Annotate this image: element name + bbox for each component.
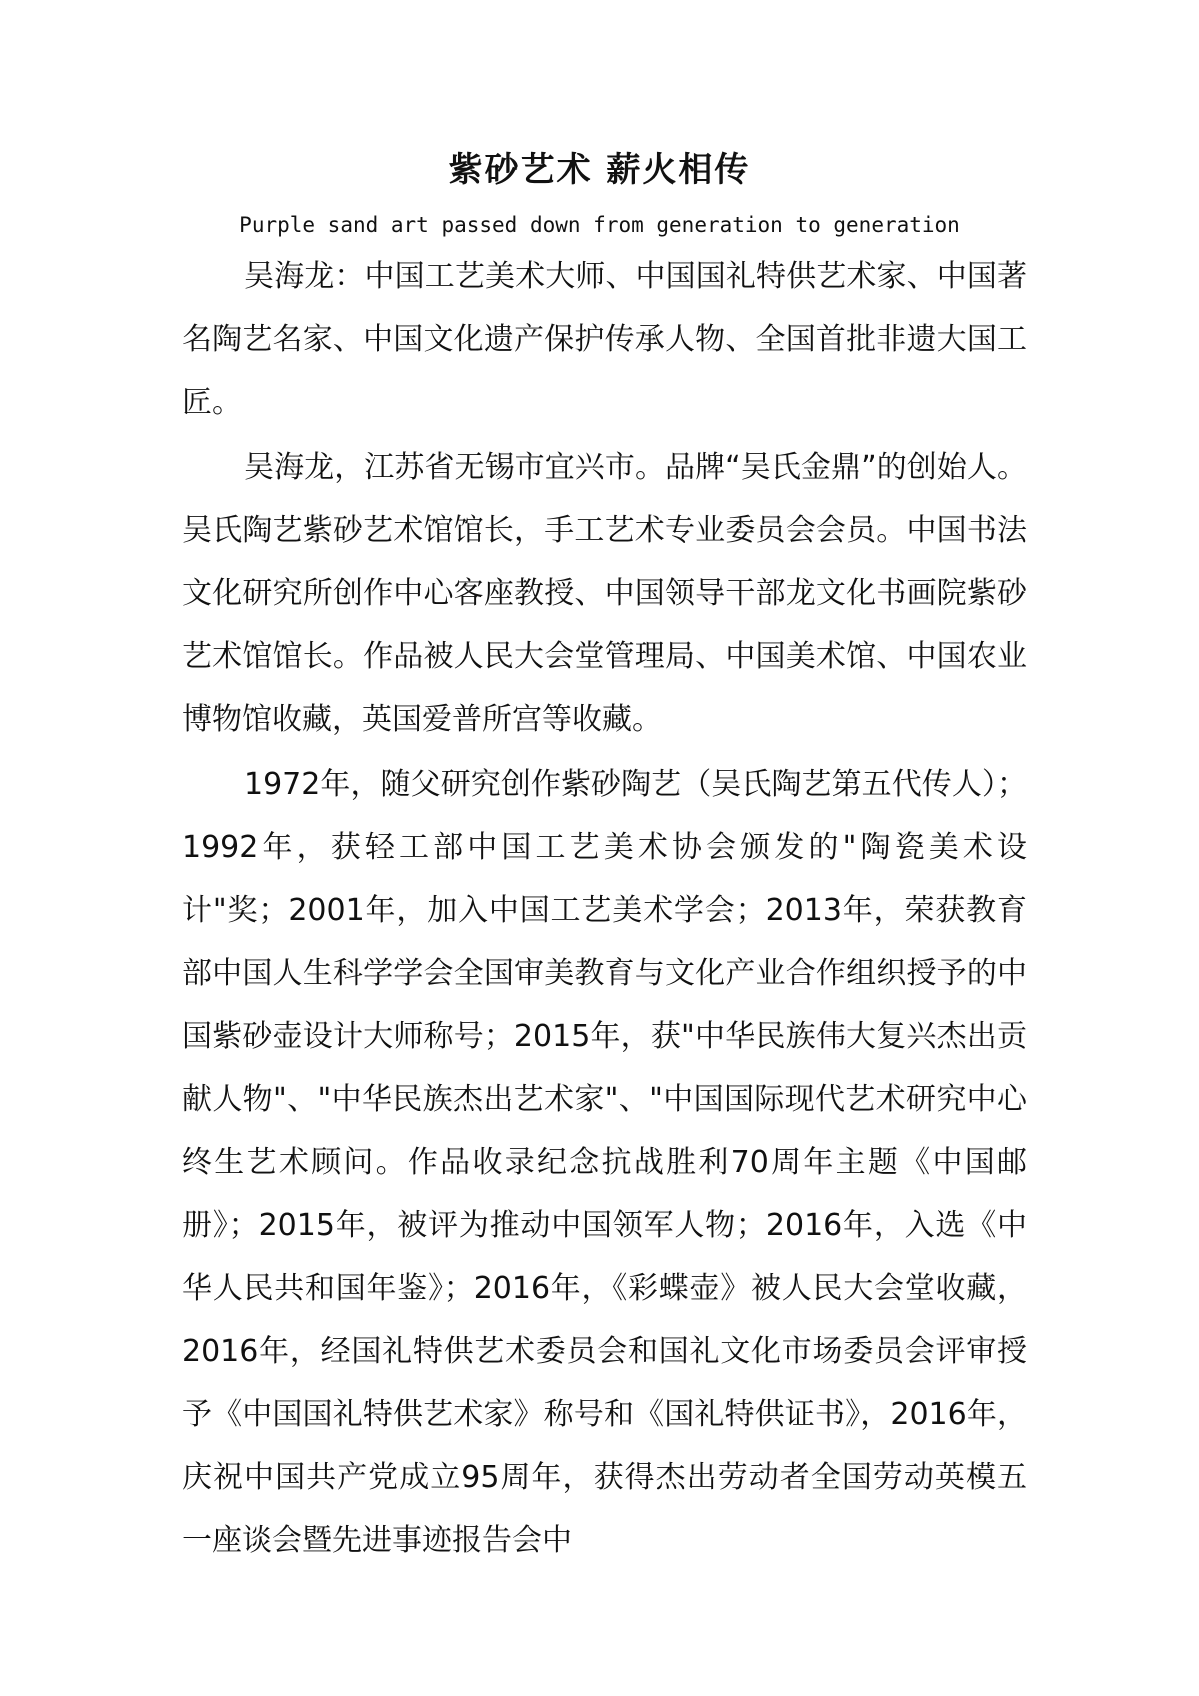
paragraph-intro: 吴海龙：中国工艺美术大师、中国国礼特供艺术家、中国著名陶艺名家、中国文化遗产保护传承人物、全国首批非遗大国工匠。 <box>182 259 1027 420</box>
page-title: 紫砂艺术 薪火相传 <box>448 150 751 190</box>
page-subtitle: Purple sand art passed down from generation to generation <box>239 213 960 237</box>
paragraph-biography: 吴海龙，江苏省无锡市宜兴市。品牌“吴氏金鼎”的创始人。吴氏陶艺紫砂艺术馆馆长，手工艺术专业委员会会员。中国书法文化研究所创作中心客座教授、中国领导干部龙文化书画院紫砂艺术馆馆长。作品被人民大会堂管理局、中国美术馆、中国农业博物馆收藏，英国爱普所宫等收藏。 <box>182 450 1027 737</box>
document-body <box>182 245 1027 1572</box>
paragraph-timeline: 1972年，随父研究创作紫砂陶艺（吴氏陶艺第五代传人）；1992年，获轻工部中国工艺美术协会颁发的"陶瓷美术设计"奖；2001年，加入中国工艺美术学会；2013年，荣获教育部中国人生科学学会全国审美教育与文化产业合作组织授予的中国紫砂壶设计大师称号；2015年，获"中华民族伟大复兴杰出贡献人物"、"中华民族杰出艺术家"、"中国国际现代艺术研究中心终生艺术顾问。作品收录纪念抗战胜利70周年主题《中国邮册》；2015年，被评为推动中国领军人物；2016年，入选《中华人民共和国年鉴》；2016年，《彩蝶壶》被人民大会堂收藏，2016年，经国礼特供艺术委员会和国礼文化市场委员会评审授予《中国国礼特供艺术家》称号和《国礼特供证书》，2016年，庆祝中国共产党成立95周年，获得杰出劳动者全国劳动英模五一座谈会暨先进事迹报告会中 <box>182 767 1027 1558</box>
